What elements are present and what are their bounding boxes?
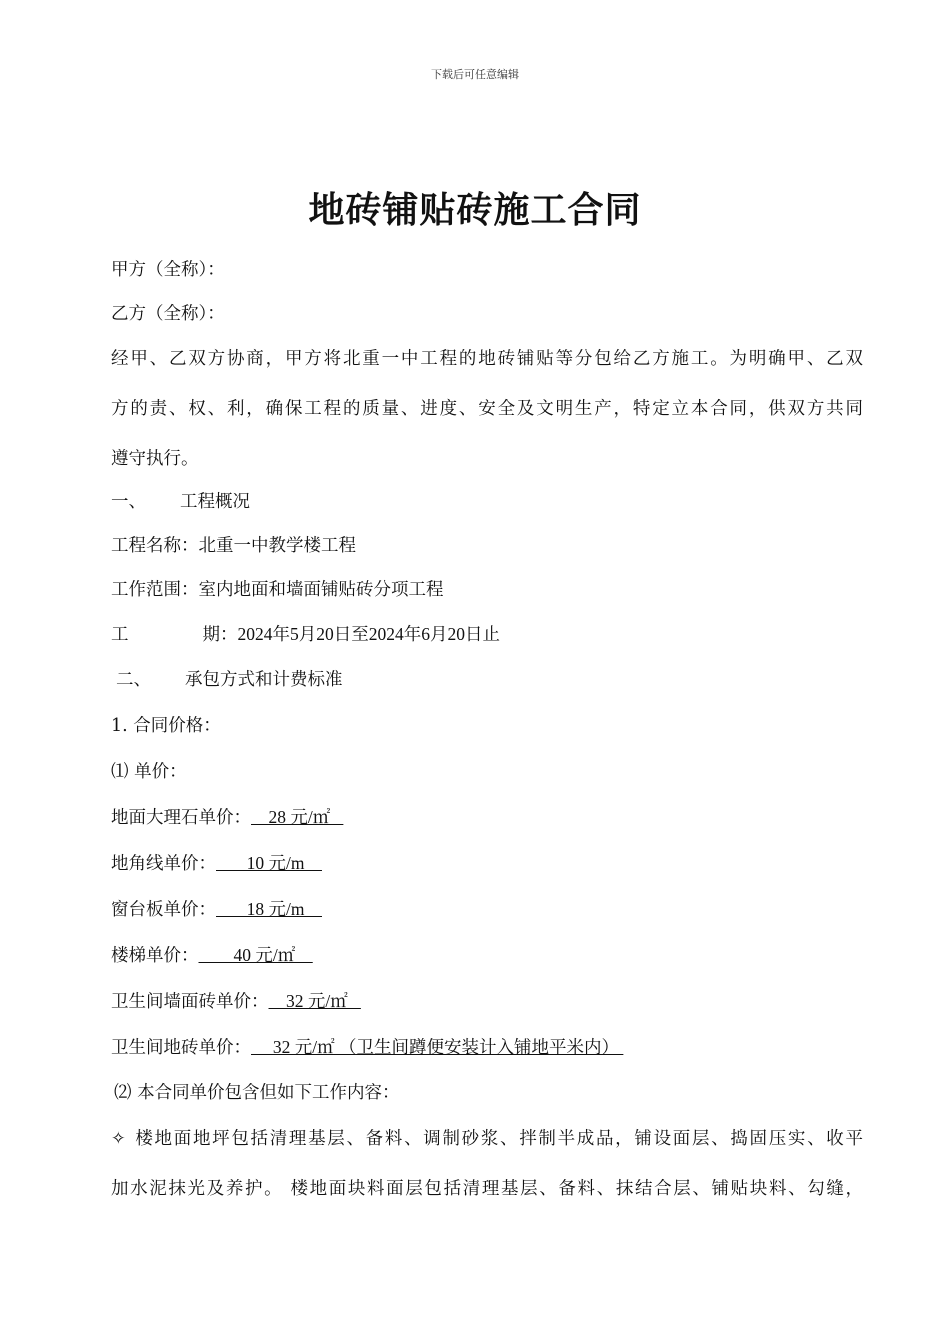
price-value: 10 元/m [216, 853, 322, 873]
section-1-heading [111, 490, 250, 514]
work-scope-line: 工作范围：室内地面和墙面铺贴砖分项工程 [111, 580, 444, 600]
includes-item-line-1 [111, 1127, 863, 1151]
price-label: 卫生间墙面砖单价： [111, 992, 269, 1012]
price-label: 地面大理石单价： [111, 808, 251, 828]
party-a-line: 甲方（全称）： [111, 260, 225, 280]
price-value: 18 元/m [216, 899, 322, 919]
section-2-number: 二、 [116, 670, 151, 690]
diamond-bullet-icon: ✧ [111, 1129, 126, 1149]
price-row-stairs [111, 943, 313, 968]
period-label-a: 工 [111, 625, 129, 645]
includes-item-line-2: 加水泥抹光及养护。 楼地面块料面层包括清理基层、备料、抹结合层、铺贴块料、勾缝， [111, 1179, 863, 1199]
price-value: 32 元/㎡ [268, 991, 361, 1011]
price-value: 28 元/㎡ [251, 807, 344, 827]
section-1-title: 工程概况 [180, 492, 250, 512]
period-value: 2024年5月20日至2024年6月20日止 [237, 624, 500, 644]
intro-line-1: 经甲、乙双方协商，甲方将北重一中工程的地砖铺贴等分包给乙方施工。为明确甲、乙双 [111, 349, 863, 369]
price-value: 40 元/㎡ [198, 945, 313, 965]
intro-line-2: 方的责、权、利，确保工程的质量、进度、安全及文明生产，特定立本合同，供双方共同 [111, 399, 863, 419]
price-value: 32 元/㎡ （卫生间蹲便安装计入铺地平米内） [251, 1037, 624, 1057]
page-header-note: 下载后可任意编辑 [431, 68, 519, 81]
price-row-bathroom-wall [111, 989, 361, 1014]
includes-heading: ⑵ 本合同单价包含但如下工作内容： [114, 1083, 400, 1103]
price-row-marble [111, 805, 343, 830]
price-row-baseboard [111, 851, 322, 876]
price-label: 楼梯单价： [111, 946, 199, 966]
project-name-line: 工程名称：北重一中教学楼工程 [111, 536, 356, 556]
section-2-title: 承包方式和计费标准 [185, 670, 343, 690]
price-row-bathroom-floor [111, 1035, 623, 1060]
document-title: 地砖铺贴砖施工合同 [308, 189, 642, 231]
work-period-line [111, 622, 500, 647]
price-label: 卫生间地砖单价： [111, 1038, 251, 1058]
price-label: 地角线单价： [111, 854, 216, 874]
includes-item-text-1: 楼地面地坪包括清理基层、备料、调制砂浆、拌制半成品，铺设面层、捣固压实、收平 [133, 1129, 863, 1149]
section-2-heading [116, 668, 343, 692]
party-b-line: 乙方（全称）： [111, 304, 225, 324]
intro-line-3: 遵守执行。 [111, 449, 199, 469]
price-label: 窗台板单价： [111, 900, 216, 920]
period-label-b: 期： [202, 625, 238, 645]
unit-price-heading: ⑴ 单价： [111, 762, 187, 782]
price-row-windowsill [111, 897, 322, 922]
contract-price-line: 1. 合同价格： [111, 716, 221, 736]
section-1-number: 一、 [111, 492, 146, 512]
